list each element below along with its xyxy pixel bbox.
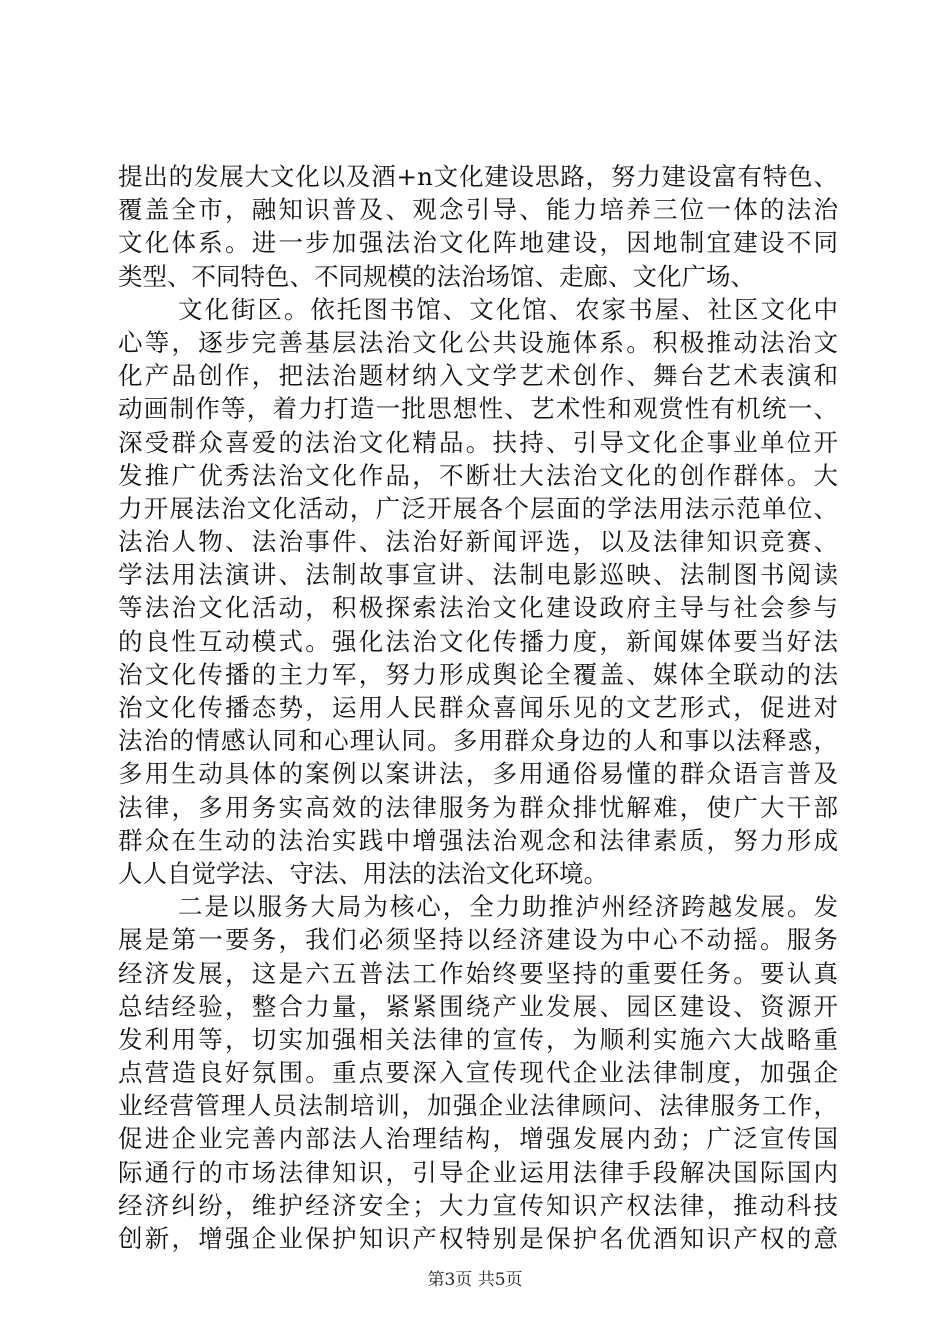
text-line: 法治人物、法治事件、法治好新闻评选，以及法律知识竞赛、 <box>118 527 838 557</box>
text-line: 文化体系。进一步加强法治文化阵地建设，因地制宜建设不同 <box>118 228 838 258</box>
text-line: 动画制作等，着力打造一批思想性、艺术性和观赏性有机统一、 <box>118 394 838 424</box>
text-line: 总结经验，整合力量，紧紧围绕产业发展、园区建设、资源开 <box>118 991 838 1021</box>
text-line: 文化街区。依托图书馆、文化馆、农家书屋、社区文化中 <box>178 294 838 324</box>
text-line: 多用生动具体的案例以案讲法，多用通俗易懂的群众语言普及 <box>118 759 838 789</box>
text-line: 经济纠纷，维护经济安全；大力宣传知识产权法律，推动科技 <box>118 1190 838 1220</box>
text-line: 力开展法治文化活动，广泛开展各个层面的学法用法示范单位、 <box>118 493 838 523</box>
text-line: 发推广优秀法治文化作品，不断壮大法治文化的创作群体。大 <box>118 460 838 490</box>
text-line: 创新，增强企业保护知识产权特别是保护名优酒知识产权的意 <box>118 1224 838 1253</box>
text-line: 法治的情感认同和心理认同。多用群众身边的人和事以法释惑， <box>118 726 838 756</box>
text-line: 人人自觉学法、守法、用法的法治文化环境。 <box>118 858 608 888</box>
text-line: 点营造良好氛围。重点要深入宣传现代企业法律制度，加强企 <box>118 1058 838 1088</box>
text-line: 深受群众喜爱的法治文化精品。扶持、引导文化企事业单位开 <box>118 427 838 457</box>
text-line: 二是以服务大局为核心，全力助推泸州经济跨越发展。发 <box>178 892 838 922</box>
text-line: 化产品创作，把法治题材纳入文学艺术创作、舞台艺术表演和 <box>118 361 838 391</box>
text-line: 促进企业完善内部法人治理结构，增强发展内劲；广泛宣传国 <box>118 1124 838 1154</box>
text-line: 际通行的市场法律知识，引导企业运用法律手段解决国际国内 <box>118 1157 838 1187</box>
text-line: 治文化传播态势，运用人民群众喜闻乐见的文艺形式，促进对 <box>118 693 838 722</box>
text-line: 的良性互动模式。强化法治文化传播力度，新闻媒体要当好法 <box>118 626 838 656</box>
text-line: 覆盖全市，融知识普及、观念引导、能力培养三位一体的法治 <box>118 195 838 225</box>
page-footer: 第3页 共5页 <box>427 1270 523 1290</box>
text-line: 法律，多用务实高效的法律服务为群众排忧解难，使广大干部 <box>118 792 838 822</box>
text-line: 发利用等，切实加强相关法律的宣传，为顺利实施六大战略重 <box>118 1024 838 1054</box>
text-line: 群众在生动的法治实践中增强法治观念和法律素质，努力形成 <box>118 825 838 855</box>
text-line: 等法治文化活动，积极探索法治文化建设政府主导与社会参与 <box>118 593 838 623</box>
text-line: 经济发展，这是六五普法工作始终要坚持的重要任务。要认真 <box>118 958 838 988</box>
text-line: 学法用法演讲、法制故事宣讲、法制电影巡映、法制图书阅读 <box>118 560 838 590</box>
text-line: 治文化传播的主力军，努力形成舆论全覆盖、媒体全联动的法 <box>118 659 838 689</box>
text-line: 提出的发展大文化以及酒+n文化建设思路，努力建设富有特色、 <box>118 162 838 191</box>
document-body <box>118 160 838 1255</box>
text-line: 心等，逐步完善基层法治文化公共设施体系。积极推动法治文 <box>118 327 838 357</box>
text-line: 类型、不同特色、不同规模的法治场馆、走廊、文化广场、 <box>118 261 755 291</box>
text-line: 业经营管理人员法制培训，加强企业法律顾问、法律服务工作， <box>118 1091 838 1121</box>
text-line: 展是第一要务，我们必须坚持以经济建设为中心不动摇。服务 <box>118 925 838 955</box>
